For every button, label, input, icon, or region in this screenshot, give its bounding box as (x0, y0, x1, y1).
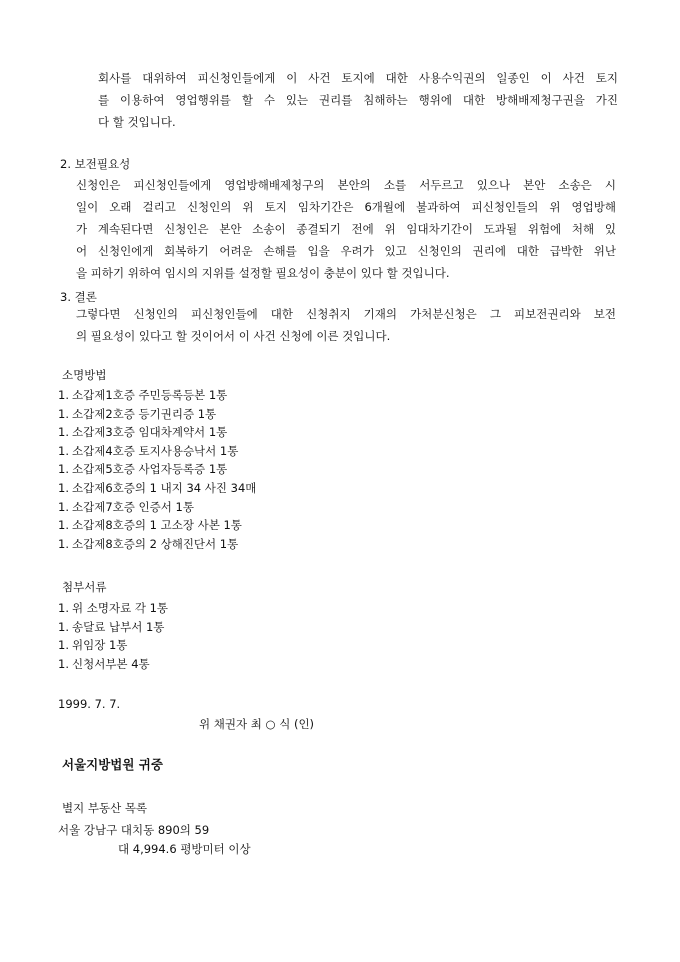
list-item (58, 655, 168, 674)
section-3-line: 그렇다면 신청인의 피신청인들에 대한 신청취지 기재의 가처분신청은 그 피보전권리와 보전 (76, 307, 616, 321)
item-number: 1. (58, 518, 69, 533)
item-number: 1. (58, 406, 69, 421)
list-item (58, 636, 168, 655)
item-number: 1. (58, 656, 69, 671)
item-number: 1. (58, 388, 69, 402)
intro-line: 를 이용하여 영업행위를 할 수 있는 권리를 침해하는 행위에 대한 방해배제청구권을 가진 (98, 93, 618, 107)
item-number: 1. (58, 619, 69, 634)
item-text: 소갑제2호증 등기권리증 1통 (72, 406, 217, 421)
property-address: 서울 강남구 대치동 890의 59 (58, 823, 210, 837)
section-2-line: 일이 오래 걸리고 신청인의 위 토지 임차기간은 6개월에 불과하여 피신청인들의 위 영업방해 (76, 200, 616, 214)
intro-line: 다 할 것입니다. (98, 115, 176, 129)
item-text: 송달료 납부서 1통 (72, 619, 165, 634)
section-2-line: 신청인은 피신청인들에게 영업방해배제청구의 본안의 소를 서두르고 있으나 본안 소송은 시 (76, 178, 616, 192)
signature-line: 위 채권자 최 ○ 식 (인) (199, 717, 315, 731)
item-number: 1. (58, 480, 69, 495)
section-3-heading: 3. 결론 (60, 290, 97, 304)
intro-paragraph (98, 67, 618, 133)
property-list-title: 별지 부동산 목록 (62, 801, 148, 815)
evidence-list (58, 386, 256, 553)
section-3-body (76, 303, 616, 347)
filing-date: 1999. 7. 7. (58, 697, 121, 711)
court-addressee: 서울지방법원 귀중 (62, 757, 163, 772)
intro-line: 회사를 대위하여 피신청인들에게 이 사건 토지에 대한 사용수익권의 일종인 이 사건 토지 (98, 71, 618, 85)
item-text: 소갑제4호증 토지사용승낙서 1통 (72, 443, 239, 458)
evidence-title: 소명방법 (62, 368, 107, 382)
list-item (58, 599, 168, 618)
item-number: 1. (58, 462, 69, 477)
item-text: 위임장 1통 (72, 638, 128, 653)
list-item (58, 386, 256, 405)
list-item (58, 423, 256, 442)
property-detail: 대 4,994.6 평방미터 이상 (118, 842, 251, 856)
item-text: 소갑제3호증 임대차계약서 1통 (72, 425, 228, 440)
item-text: 소갑제6호증의 1 내지 34 사진 34매 (72, 480, 257, 495)
item-number: 1. (58, 443, 69, 458)
list-item (58, 442, 256, 461)
section-2-line: 가 계속된다면 신청인은 본안 소송이 종결되기 전에 위 임대차기간이 도과될 위험에 처해 있 (76, 222, 616, 236)
item-text: 소갑제1호증 주민등록등본 1통 (72, 388, 228, 402)
list-item (58, 479, 256, 498)
item-text: 소갑제5호증 사업자등록증 1통 (72, 462, 228, 477)
section-2-heading: 2. 보전필요성 (60, 157, 131, 171)
item-number: 1. (58, 601, 69, 615)
list-item (58, 460, 256, 479)
attachments-list (58, 599, 168, 673)
attachments-title: 첨부서류 (62, 580, 107, 594)
item-number: 1. (58, 425, 69, 440)
item-text: 위 소명자료 각 1통 (72, 601, 169, 615)
list-item (58, 618, 168, 637)
item-text: 소갑제8호증의 1 고소장 사본 1통 (72, 518, 242, 533)
list-item (58, 516, 256, 535)
list-item (58, 405, 256, 424)
item-text: 소갑제8호증의 2 상해진단서 1통 (72, 536, 239, 551)
section-2-line: 을 피하기 위하여 임시의 지위를 설정할 필요성이 충분이 있다 할 것입니다. (76, 266, 450, 280)
item-text: 소갑제7호증 인증서 1통 (72, 499, 194, 514)
item-text: 신청서부본 4통 (72, 656, 150, 671)
section-2-body (76, 174, 616, 284)
section-2-line: 어 신청인에게 회복하기 어려운 손해를 입을 우려가 있고 신청인의 권리에 대한 급박한 위난 (76, 244, 616, 258)
list-item (58, 498, 256, 517)
item-number: 1. (58, 638, 69, 653)
item-number: 1. (58, 536, 69, 551)
section-3-line: 의 필요성이 있다고 할 것이어서 이 사건 신청에 이른 것입니다. (76, 329, 391, 343)
list-item (58, 535, 256, 554)
item-number: 1. (58, 499, 69, 514)
